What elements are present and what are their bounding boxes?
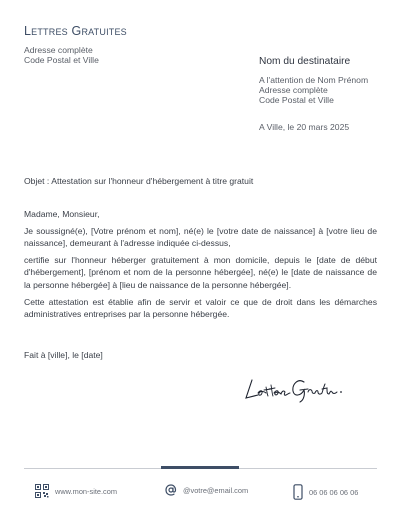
footer-email — [165, 484, 248, 496]
brand-name: Lettres Gratuites — [24, 24, 127, 38]
handwritten-signature — [238, 368, 348, 408]
sender-postal-city: Code Postal et Ville — [24, 55, 99, 65]
letter-date: A Ville, le 20 mars 2025 — [259, 122, 350, 132]
body-paragraph-2: certifie sur l'honneur héberger gratuitement à mon domicile, depuis le [date de début d'hébergement], [prénom et nom de la personne hébergée], né(e) le [date de naissance de la personne hébergée] à [lieu de naissance de la personne hébergée]. — [24, 254, 377, 290]
mobile-phone-icon — [293, 484, 303, 500]
sender-block — [24, 24, 127, 65]
body-paragraph-3: Cette attestation est établie afin de servir et valoir ce que de droit dans les démarches administratives entreprises par la personne hébergée. — [24, 296, 377, 320]
closing-line: Fait à [ville], le [date] — [24, 350, 103, 360]
website-text[interactable]: www.mon-site.com — [55, 486, 118, 496]
footer-divider-accent — [161, 466, 239, 469]
greeting: Madame, Monsieur, — [24, 209, 100, 219]
recipient-attention: A l'attention de Nom Prénom — [259, 75, 369, 85]
sender-address: Adresse complète — [24, 45, 93, 55]
recipient-postal-city: Code Postal et Ville — [259, 95, 334, 105]
footer-website — [35, 484, 117, 498]
email-text[interactable]: @votre@email.com — [183, 485, 249, 495]
phone-text[interactable]: 06 06 06 06 06 — [309, 487, 359, 497]
footer-phone — [293, 484, 358, 500]
letter-body — [24, 208, 377, 321]
recipient-name: Nom du destinataire — [259, 56, 351, 67]
recipient-block — [259, 56, 389, 132]
recipient-address: Adresse complète — [259, 85, 328, 95]
letter-subject: Objet : Attestation sur l'honneur d'hébergement à titre gratuit — [24, 176, 254, 186]
at-sign-icon — [165, 484, 177, 496]
body-paragraph-1: Je soussigné(e), [Votre prénom et nom], né(e) le [votre date de naissance] à [votre lieu de naissance], demeurant à l'adresse indiquée ci-dessus, — [24, 225, 377, 249]
qr-code-icon — [35, 484, 49, 498]
